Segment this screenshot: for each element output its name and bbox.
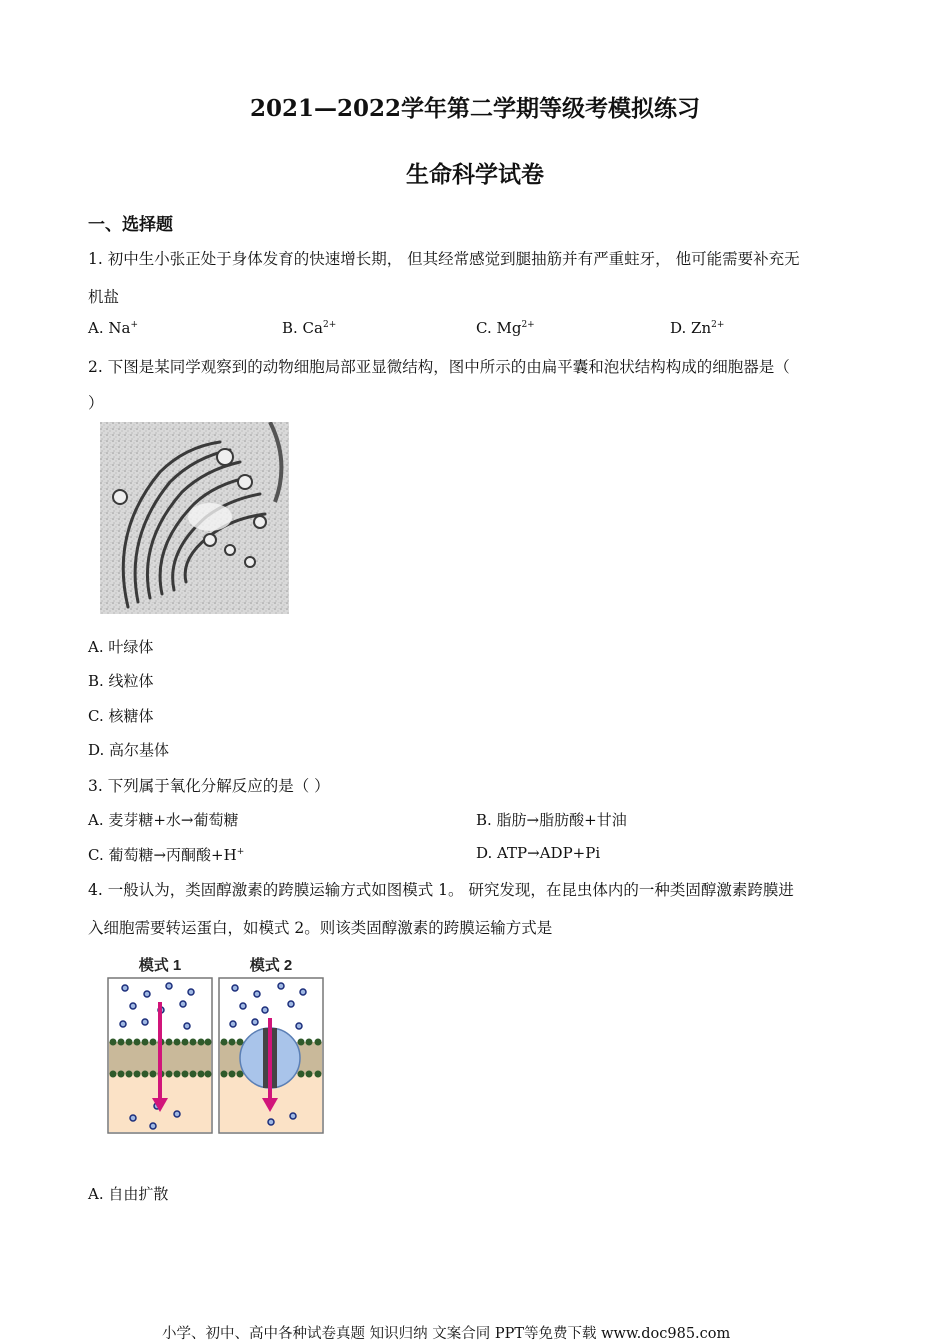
question-3-text: 3. 下列属于氧化分解反应的是（ ） <box>88 777 330 795</box>
question-3-option-d: D. ATP→ADP+Pi <box>476 844 601 862</box>
question-2-text: 2. 下图是某同学观察到的动物细胞局部亚显微结构，图中所示的由扁平囊和泡状结构构成的细胞器是（ <box>88 358 790 376</box>
question-2-option-c: C. 核糖体 <box>88 707 154 725</box>
exam-title: 2021—2022学年第二学期等级考模拟练习 <box>249 95 701 122</box>
question-2-option-b: B. 线粒体 <box>88 672 154 690</box>
question-1-option-a: A. Na+ <box>88 319 138 337</box>
golgi-micrograph <box>100 422 289 614</box>
question-3-option-b: B. 脂肪→脂肪酸+甘油 <box>476 811 627 829</box>
question-4-text-cont: 入细胞需要转运蛋白，如模式 2。则该类固醇激素的跨膜运输方式是 <box>88 919 553 937</box>
page-footer: 小学、初中、高中各种试卷真题 知识归纳 文案合同 PPT等免费下载 www.doc985.com <box>162 1326 731 1342</box>
question-1-option-c: C. $Mg^{2+}$ <box>476 319 535 337</box>
question-3-option-c: C. 葡萄糖→丙酮酸+H+ <box>88 846 245 864</box>
question-1-text-cont: 机盐 <box>88 288 120 306</box>
exam-subtitle: 生命科学试卷 <box>406 161 544 188</box>
question-2-option-d: D. 高尔基体 <box>88 741 170 759</box>
mode-1-label: 模式 1 <box>138 957 182 974</box>
section-heading: 一、选择题 <box>88 215 173 235</box>
question-4-text: 4. 一般认为，类固醇激素的跨膜运输方式如图模式 1。 研究发现，在昆虫体内的一种类固醇激素跨膜进 <box>88 881 794 899</box>
question-1-option-b: B. $Ca^{2+}$ <box>282 319 337 337</box>
question-4-option-a: A. 自由扩散 <box>88 1185 169 1203</box>
question-1-text: 1. 初中生小张正处于身体发育的快速增长期， 但其经常感觉到腿抽筋并有严重蛀牙， 他可能需要补充无 <box>88 250 800 268</box>
question-2-text-cont: ） <box>88 394 104 412</box>
transport-mode-figure <box>105 952 325 1136</box>
question-3-option-a: A. 麦芽糖+水→葡萄糖 <box>88 811 239 829</box>
question-1-option-d: D. $Zn^{2+}$ <box>670 319 725 337</box>
question-2-option-a: A. 叶绿体 <box>88 638 154 656</box>
mode-2-label: 模式 2 <box>249 957 293 974</box>
